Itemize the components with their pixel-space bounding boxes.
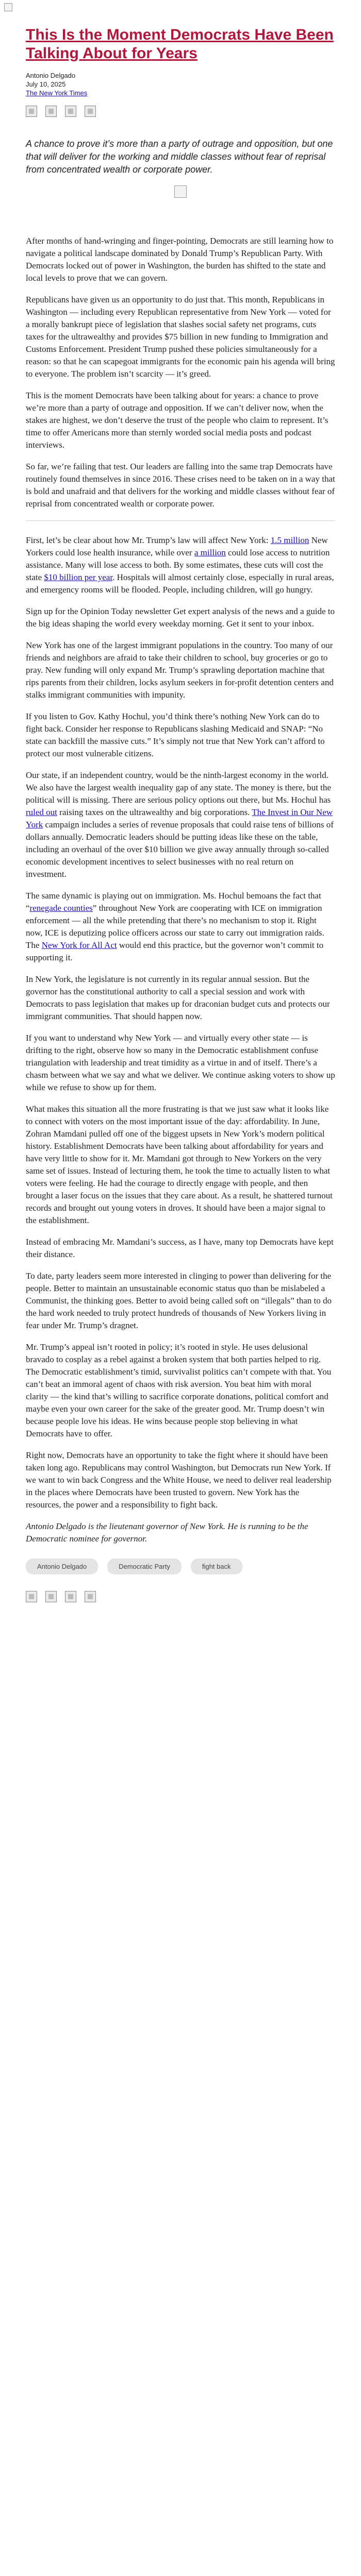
share-row-top: [26, 106, 335, 117]
facebook-share-icon[interactable]: [45, 1591, 57, 1602]
text-run: would end this practice, but the governor won’t commit to supporting it.: [26, 940, 324, 962]
byline: [26, 71, 335, 97]
twitter-share-icon[interactable]: [65, 106, 76, 117]
paragraph: [26, 534, 335, 596]
paragraph: [26, 890, 335, 964]
paragraph: Republicans have given us an opportunity to do just that. This month, Republicans in Washington — including every Republican representative from New York — voted for a morally bankrupt piece of legislation that slashes social safety net programs, cuts taxes for the ultrawealthy and provides $75 billion in new funding to Immigration and Customs Enforcement. President Trump pushed these policies simultaneously for a reason: so that he can scapegoat immigrants for the economic pain his agenda will bring to everyone. The problem isn’t scarcity — it’s greed.: [26, 295, 335, 379]
article-title[interactable]: This Is the Moment Democrats Have Been Talking About for Years: [26, 26, 334, 62]
text-run: First, let’s be clear about how Mr. Trump’s law will affect New York:: [26, 535, 271, 545]
twitter-share-icon[interactable]: [65, 1591, 76, 1602]
tag-antonio-delgado[interactable]: Antonio Delgado: [26, 1558, 98, 1574]
facebook-share-icon[interactable]: [45, 106, 57, 117]
tag-fight-back[interactable]: fight back: [191, 1558, 242, 1574]
inline-link[interactable]: a million: [194, 548, 226, 557]
inline-link[interactable]: $10 billion per year: [44, 572, 113, 582]
text-run: Our state, if an independent country, would be the ninth-largest economy in the world. We also have the largest wealth inequality gap of any state. The money is there, but the political will is missing. There are serious policy options out there, but Ms. Hochul has: [26, 770, 331, 805]
text-run: . Hospitals will almost certainly close, especially in rural areas, and emergency rooms will be flooded. People, including children, will go hungry.: [26, 572, 334, 595]
text-run: could lose access to nutrition assistance. Many will lose access to both. By some estimates, these cuts will cost the state: [26, 548, 330, 582]
paragraph: In New York, the legislature is not currently in its regular annual session. But the governor has the constitutional authority to call a special session and work with Democrats to pass legislation that makes up for draconian budget cuts and protects our immigrant communities. That should happen now.: [26, 974, 330, 1021]
tag-democratic-party[interactable]: Democratic Party: [107, 1558, 182, 1574]
text-run: New Yorkers could lose health insurance, while over: [26, 535, 328, 557]
share-row-bottom: [26, 1591, 335, 1602]
linkedin-share-icon[interactable]: [85, 106, 96, 117]
paragraph: This is the moment Democrats have been talking about for years: a chance to prove we’re more than a party of outrage and opposition. If we can’t deliver now, when the stakes are highest, we don’t deserve the trust of the people who claim to represent. It’s time to offer Americans more than sternly worded social media posts and podcast interviews.: [26, 391, 329, 450]
paragraph: If you listen to Gov. Kathy Hochul, you’d think there’s nothing New York can do to fight back. Consider her response to Republicans slashing Medicaid and SNAP: “No state can backfill the massive cuts.” It’s simply not true that New York can’t afford to protect our most vulnerable citizens.: [26, 711, 325, 758]
section-divider: [26, 520, 335, 521]
email-share-icon[interactable]: [26, 106, 37, 117]
email-share-icon[interactable]: [26, 1591, 37, 1602]
tag-list: [26, 1558, 335, 1574]
publication-link[interactable]: The New York Times: [26, 89, 88, 97]
inline-link[interactable]: 1.5 million: [270, 535, 309, 545]
paragraph: To date, party leaders seem more interested in clinging to power than delivering for the people. Better to maintain an unsustainable economic status quo than be mislabeled a Communist, the thinking goes. Better to avoid being called soft on “illegals” than to do the hard work needed to truly protect hundreds of thousands of New Yorkers living in fear under Mr. Trump’s dragnet.: [26, 1271, 332, 1330]
paragraph: Right now, Democrats have an opportunity to take the fight where it should have been taken long ago. Republicans may control Washington, but Democrats run New York. If we want to win back Congress and the White House, we need to deliver real leadership in the places where Democrats have been trusted to govern. New York has the resources, the power and a responsibility to fight back.: [26, 1450, 332, 1510]
paragraph: If you want to understand why New York — and virtually every other state — is drifting to the right, observe how so many in the Democratic establishment confuse triangulation with leadership and treat timidity as a virtue in and of itself. There’s a chasm between what we say and what we deliver. We continue asking voters to show up while we refuse to show up for them.: [26, 1033, 335, 1092]
article-image-icon: [174, 185, 187, 198]
article-dek: A chance to prove it’s more than a party of outrage and opposition, but one that will deliver for the working and middle classes without fear of reprisal from concentrated wealth or corporate power.: [26, 139, 333, 175]
paragraph: Mr. Trump’s appeal isn’t rooted in policy; it’s rooted in style. He uses delusional bravado to cosplay as a rebel against a broken system that both parties helped to rig. The Democratic establishment’s timid, survivalist politics can’t compete with that. You can’t beat an immoral agent of chaos with risk aversion. You beat him with moral clarity — the kind that’s willing to sacrifice corporate donations, political comfort and maybe even your own career for the sake of the greater good. Mr. Trump doesn’t win because people love his ideas. He wins because people stop believing in what Democrats have to offer.: [26, 1342, 332, 1438]
inline-link[interactable]: New York for All Act: [41, 940, 117, 950]
inline-link[interactable]: renegade counties: [29, 903, 93, 913]
paragraph: What makes this situation all the more frustrating is that we just saw what it looks like to connect with voters on the most important issue of the day: affordability. In June, Zohran Mamdani pulled off one of the biggest upsets in New York’s modern political history. Establishment Democrats have been talking about affordability for years and have very little to show for it. Mr. Mamdani got through to New Yorkers on the very same set of issues. Instead of lecturing them, he took the time to actually listen to what voters were feeling. He had the courage to directly engage with people, and then brought a laser focus on the issues that they care about. As a result, he shattered turnout records and brought out young voters in droves. It should have been a major signal to the establishment.: [26, 1104, 333, 1225]
paragraph: So far, we’re failing that test. Our leaders are falling into the same trap Democrats have routinely found themselves in since 2016. These crises need to be taken on in a way that is bold and unafraid and that delivers for the working and middle classes without fear of reprisal from concentrated wealth or corporate power.: [26, 462, 335, 509]
article-header: [26, 0, 335, 198]
author-bio: Antonio Delgado is the lieutenant governor of New York. He is running to be the Democratic nominee for governor.: [26, 1521, 308, 1544]
publish-date: July 10, 2025: [26, 80, 66, 88]
text-run: The same dynamic is playing out on immigration. Ms. Hochul bemoans the fact that “: [26, 891, 321, 913]
article-body: [26, 235, 335, 1602]
paragraph: New York has one of the largest immigrant populations in the country. Too many of our friends and neighbors are afraid to take their children to school, buy groceries or go to pray. New funding will only expand Mr. Trump’s sprawling deportation machine that rips parents from their children, locks asylum seekers in for-profit detention centers and stalks immigrant communities with impunity.: [26, 640, 334, 700]
paragraph: [26, 769, 335, 880]
paragraph: Instead of embracing Mr. Mamdani’s success, as I have, many top Democrats have kept their distance.: [26, 1237, 334, 1259]
paragraph: After months of hand-wringing and finger-pointing, Democrats are still learning how to navigate a political landscape dominated by Donald Trump’s Republican Party. With Democrats locked out of power in Washington, the burden has shifted to the state and local levels to prove that we can govern.: [26, 236, 334, 283]
linkedin-share-icon[interactable]: [85, 1591, 96, 1602]
author-name: Antonio Delgado: [26, 72, 76, 79]
text-run: campaign includes a series of revenue proposals that could raise tens of billions of dollars annually. Democratic leaders should be putting ideas like these on the table, including an overhaul of the over $10 billion we give away annually through so-called economic development incentives to select businesses with no real return on investment.: [26, 820, 334, 879]
text-run: raising taxes on the ultrawealthy and big corporations.: [57, 807, 252, 817]
newsletter-promo: Sign up for the Opinion Today newsletter Get expert analysis of the news and a guide to the big ideas shaping the world every weekday morning. Get it sent to your inbox.: [26, 606, 335, 629]
inline-link[interactable]: ruled out: [26, 807, 57, 817]
image-placeholder-icon: [4, 3, 12, 11]
inline-link[interactable]: The Invest in Our New York: [26, 807, 333, 829]
text-run: ” throughout New York are cooperating with ICE on immigration enforcement — all the while pretending that there’s no mechanism to stop it. Right now, ICE is deputizing police officers across our state to carry out immigration raids. The: [26, 903, 324, 950]
